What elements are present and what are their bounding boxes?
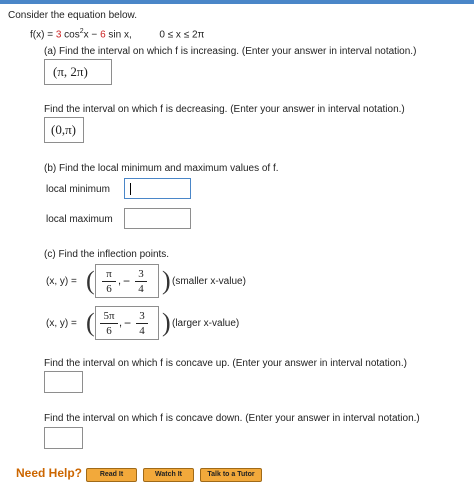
part-a-prompt: (a) Find the interval on which f is increasing. (Enter your answer in interval notation.) xyxy=(44,46,417,57)
equation-term1b: x − xyxy=(83,29,101,41)
local-minimum-label: local minimum xyxy=(46,184,110,195)
point1-answer-box[interactable] xyxy=(95,264,159,298)
point2-label: (x, y) = xyxy=(46,318,77,329)
point1-y-numerator: 3 xyxy=(138,268,144,280)
point1-y-denominator: 4 xyxy=(138,283,144,295)
point2-x-denominator: 6 xyxy=(106,325,112,337)
watch-it-button[interactable]: Watch It xyxy=(143,468,194,482)
local-minimum-input[interactable] xyxy=(124,178,191,199)
equation-term2: sin x, xyxy=(105,29,132,41)
left-paren: ( xyxy=(86,266,95,295)
comma: , xyxy=(119,317,123,329)
increasing-answer-box[interactable] xyxy=(44,59,112,85)
left-paren: ( xyxy=(86,308,95,337)
equation-domain: 0 ≤ x ≤ 2π xyxy=(159,29,205,41)
point1-y-sign: − xyxy=(123,274,131,288)
point1-x-fraction xyxy=(102,268,116,295)
part-b-prompt: (b) Find the local minimum and maximum values of f. xyxy=(44,163,279,174)
decreasing-prompt: Find the interval on which f is decreasing. (Enter your answer in interval notation.) xyxy=(44,104,405,115)
increasing-answer: (π, 2π) xyxy=(53,64,88,79)
point2-note: (larger x-value) xyxy=(172,318,240,329)
concave-down-prompt: Find the interval on which f is concave down. (Enter your answer in interval notation.) xyxy=(44,413,420,424)
point1-x-numerator: π xyxy=(106,268,112,280)
text-cursor xyxy=(130,183,131,195)
equation-term1: cos xyxy=(61,29,80,41)
point2-x-fraction xyxy=(100,310,118,337)
local-maximum-input[interactable] xyxy=(124,208,191,229)
coefficient-1: 3 xyxy=(55,29,62,41)
local-maximum-label: local maximum xyxy=(46,214,113,225)
right-paren: ) xyxy=(162,266,171,295)
equation xyxy=(30,28,204,40)
fraction-bar xyxy=(135,281,147,282)
part-c-prompt: (c) Find the inflection points. xyxy=(44,249,170,260)
coefficient-2: 6 xyxy=(100,29,106,41)
point2-y-sign: − xyxy=(124,316,132,330)
fraction-bar xyxy=(100,323,118,324)
read-it-button[interactable]: Read It xyxy=(86,468,137,482)
point1-x-denominator: 6 xyxy=(106,283,112,295)
top-accent-bar xyxy=(0,0,474,4)
equation-lhs: f(x) = xyxy=(30,29,56,41)
exponent: 2 xyxy=(79,28,84,35)
point1-label: (x, y) = xyxy=(46,276,77,287)
need-help-label: Need Help? xyxy=(16,466,83,480)
comma: , xyxy=(118,275,122,287)
decreasing-answer-box[interactable] xyxy=(44,117,84,143)
decreasing-answer: (0,π) xyxy=(51,122,76,137)
fraction-bar xyxy=(136,323,148,324)
point2-y-numerator: 3 xyxy=(139,310,145,322)
question-intro: Consider the equation below. xyxy=(8,10,137,21)
right-paren: ) xyxy=(162,308,171,337)
point2-x-numerator: 5π xyxy=(103,310,115,322)
fraction-bar xyxy=(102,281,116,282)
concave-up-input[interactable] xyxy=(44,371,83,393)
concave-down-input[interactable] xyxy=(44,427,83,449)
point1-note: (smaller x-value) xyxy=(172,276,246,287)
concave-up-prompt: Find the interval on which f is concave up. (Enter your answer in interval notation.) xyxy=(44,358,407,369)
point2-answer-box[interactable] xyxy=(95,306,159,340)
point1-y-fraction xyxy=(135,268,147,295)
point2-y-denominator: 4 xyxy=(139,325,145,337)
talk-to-tutor-button[interactable]: Talk to a Tutor xyxy=(200,468,262,482)
point2-y-fraction xyxy=(136,310,148,337)
